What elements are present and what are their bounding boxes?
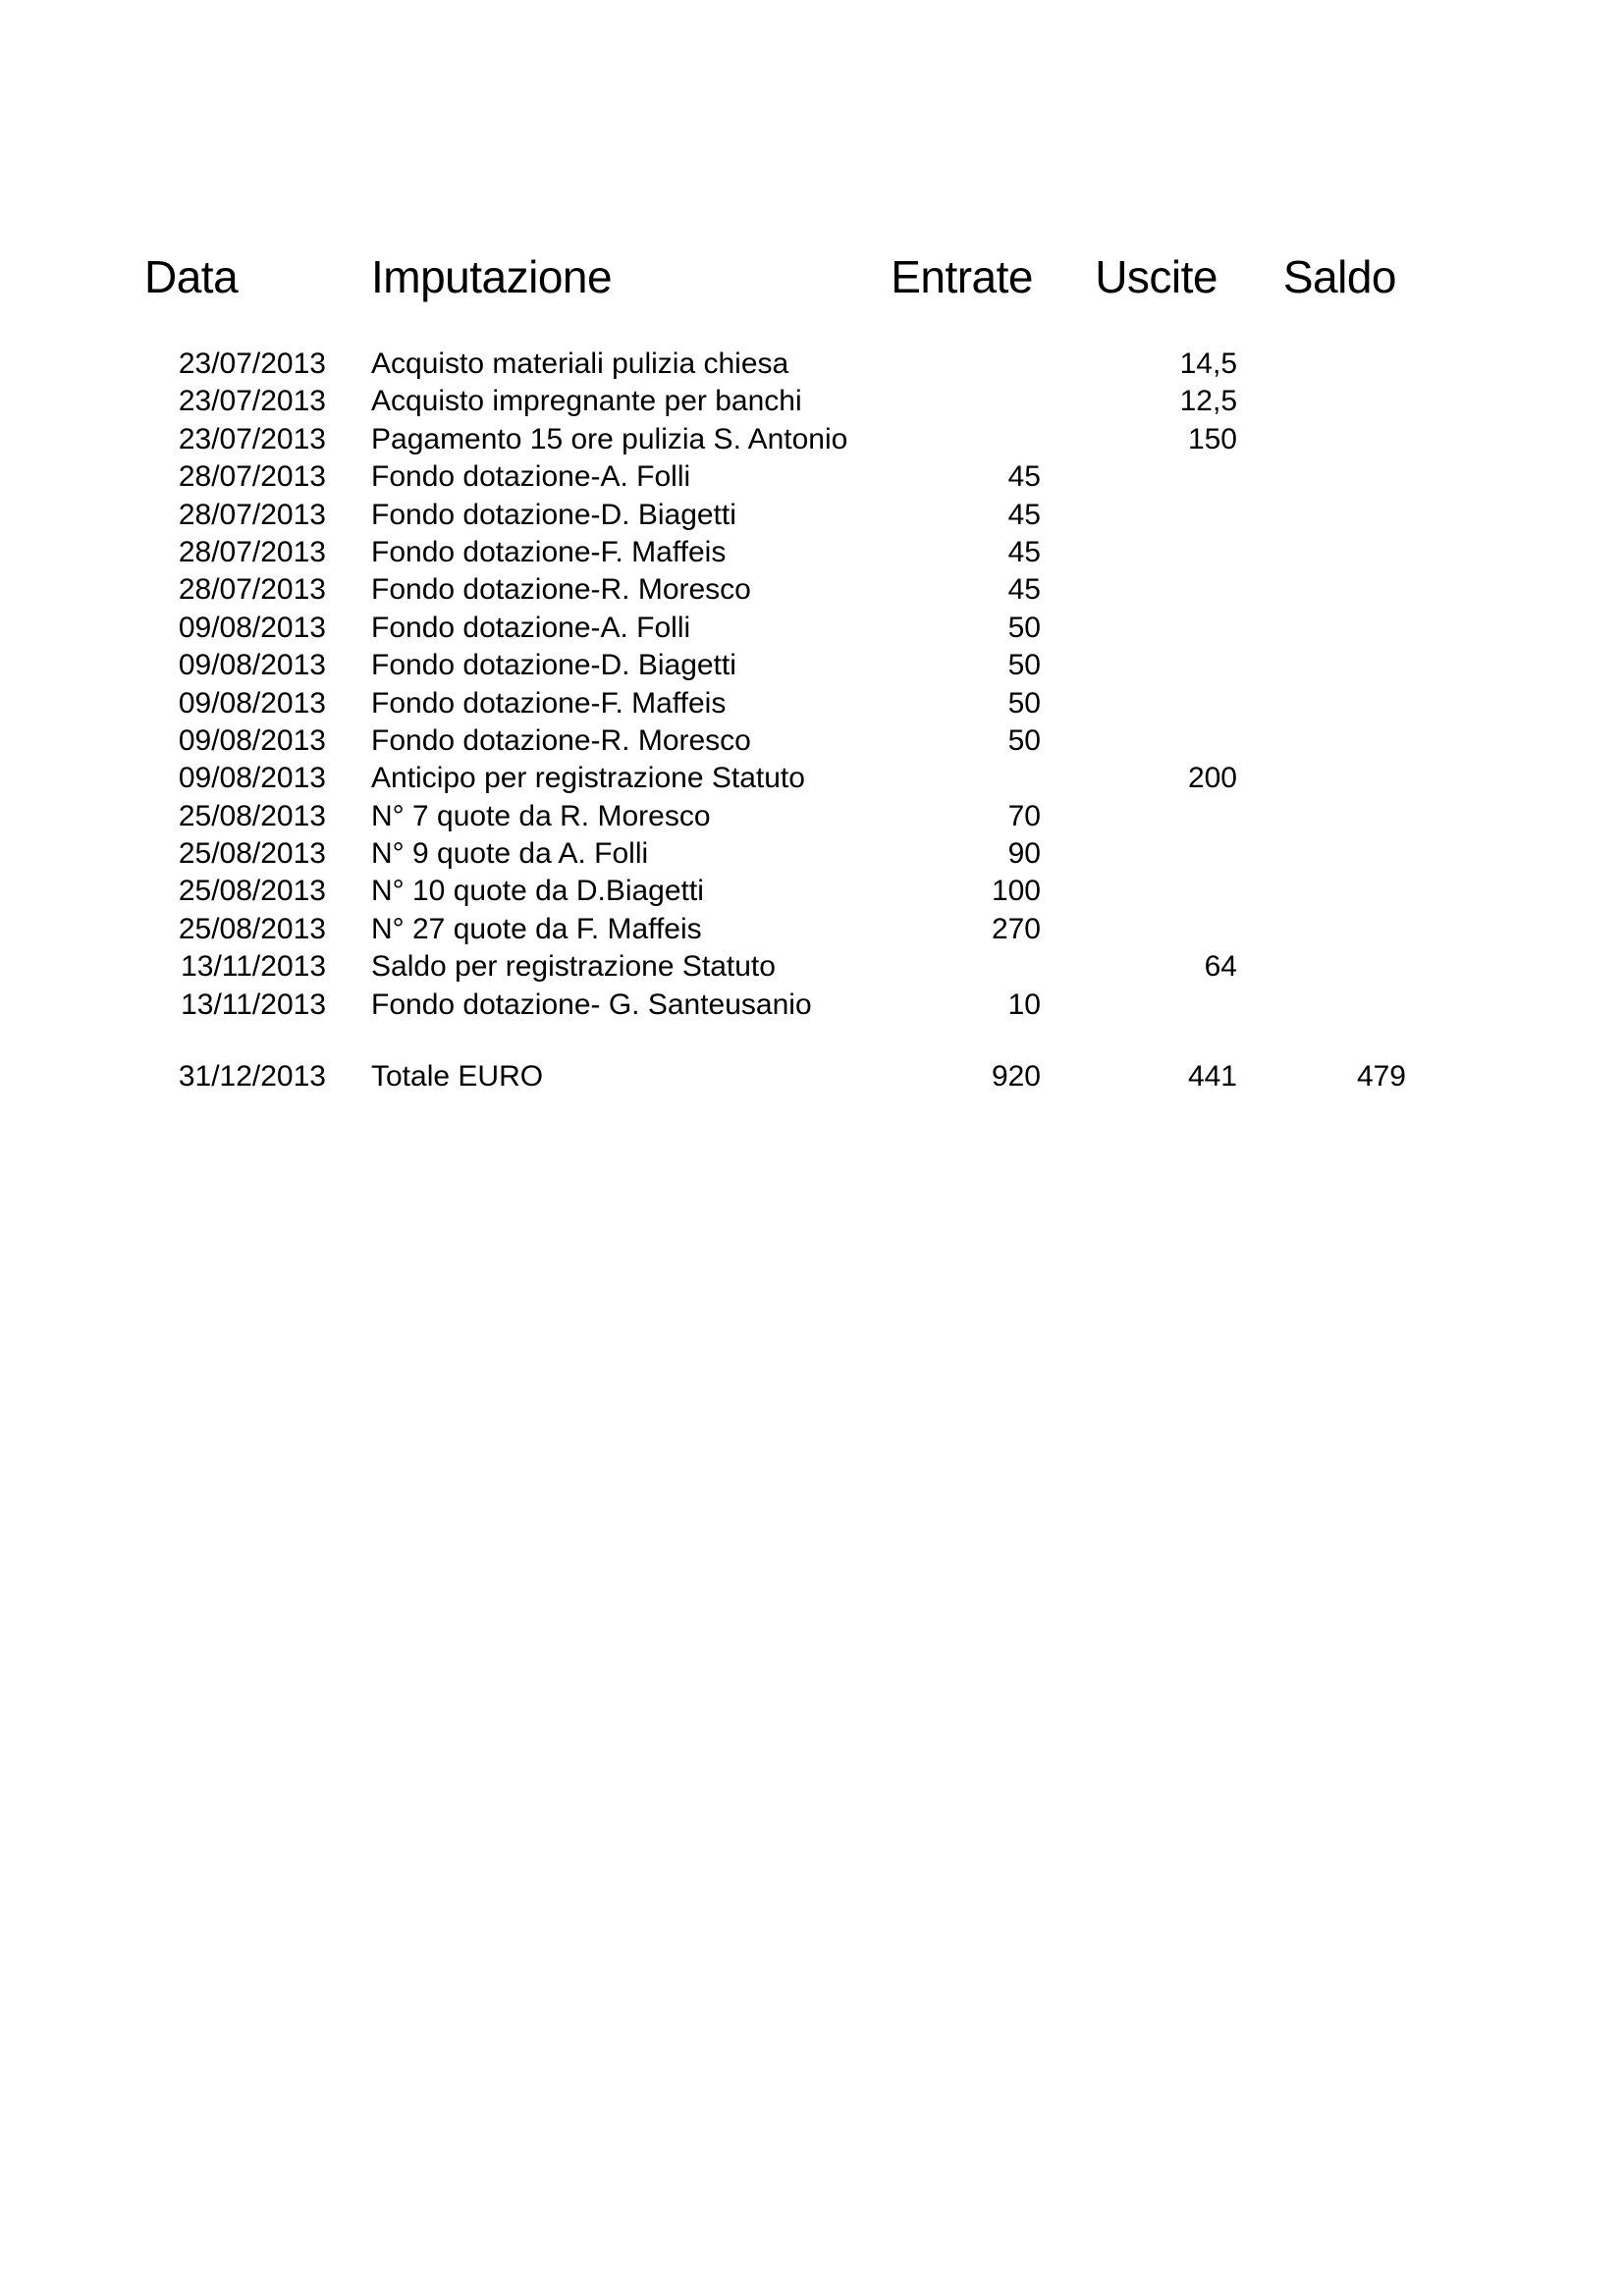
cell-imputazione: Fondo dotazione-F. Maffeis (371, 686, 727, 720)
cell-entrate: 100 (991, 875, 1041, 908)
cell-entrate: 45 (1007, 498, 1041, 531)
cell-uscite (1041, 722, 1237, 760)
cell-date: 23/07/2013 (178, 422, 326, 455)
cell-saldo (1237, 647, 1406, 684)
cell-date: 09/08/2013 (178, 611, 326, 644)
column-header-saldo: Saldo (1282, 251, 1396, 302)
cell-entrate: 10 (1007, 988, 1041, 1021)
cell-imputazione: Pagamento 15 ore pulizia S. Antonio (371, 422, 848, 455)
cell-imputazione: N° 7 quote da R. Moresco (371, 799, 711, 832)
table-row (144, 383, 1406, 420)
cell-entrate (889, 346, 1041, 383)
column-header-data: Data (144, 251, 239, 302)
table-row (144, 798, 1406, 835)
cell-uscite: 64 (1204, 950, 1237, 984)
cell-entrate: 50 (1007, 723, 1041, 757)
cell-imputazione: Fondo dotazione- G. Santeusanio (371, 988, 812, 1021)
table-row (144, 647, 1406, 684)
cell-entrate: 90 (1007, 837, 1041, 871)
cell-imputazione: Acquisto impregnante per banchi (371, 385, 802, 418)
ledger-table (144, 247, 1406, 1095)
cell-imputazione: Saldo per registrazione Statuto (371, 950, 776, 984)
table-row (144, 685, 1406, 722)
table-row (144, 421, 1406, 458)
cell-saldo (1237, 383, 1406, 420)
cell-saldo (1237, 534, 1406, 571)
cell-saldo (1237, 685, 1406, 722)
cell-entrate: 45 (1007, 573, 1041, 607)
table-row (144, 987, 1406, 1024)
cell-entrate (889, 383, 1041, 420)
table-row (144, 873, 1406, 910)
cell-date: 09/08/2013 (178, 649, 326, 682)
cell-uscite (1041, 835, 1237, 873)
cell-uscite (1041, 798, 1237, 835)
cell-uscite (1041, 987, 1237, 1024)
table-row (144, 534, 1406, 571)
cell-date: 23/07/2013 (178, 347, 326, 380)
cell-imputazione: Fondo dotazione-D. Biagetti (371, 498, 736, 531)
table-body (144, 346, 1406, 1024)
cell-saldo (1237, 798, 1406, 835)
cell-uscite (1041, 458, 1237, 496)
cell-entrate: 50 (1007, 611, 1041, 644)
cell-uscite (1041, 610, 1237, 647)
table-row (144, 911, 1406, 948)
cell-uscite (1041, 571, 1237, 609)
column-header-imputazione: Imputazione (371, 251, 613, 302)
cell-date: 09/08/2013 (178, 762, 326, 795)
total-cell-imputazione: Totale EURO (371, 1060, 544, 1094)
table-row (144, 610, 1406, 647)
cell-date: 13/11/2013 (181, 988, 326, 1021)
cell-saldo (1237, 873, 1406, 910)
total-cell-saldo: 479 (1356, 1060, 1406, 1094)
cell-entrate: 50 (1007, 686, 1041, 720)
cell-imputazione: Fondo dotazione-A. Folli (371, 460, 691, 494)
cell-date: 25/08/2013 (178, 912, 326, 945)
table-row (144, 835, 1406, 873)
column-header-entrate: Entrate (891, 251, 1033, 302)
cell-date: 09/08/2013 (178, 686, 326, 720)
table-row (144, 760, 1406, 797)
cell-uscite (1041, 873, 1237, 910)
table-row (144, 722, 1406, 760)
cell-imputazione: Fondo dotazione-F. Maffeis (371, 535, 727, 568)
table-row (144, 497, 1406, 534)
total-cell-date: 31/12/2013 (178, 1060, 326, 1094)
cell-date: 09/08/2013 (178, 723, 326, 757)
cell-imputazione: Fondo dotazione-D. Biagetti (371, 649, 736, 682)
cell-uscite: 12,5 (1179, 385, 1237, 418)
column-header-uscite: Uscite (1095, 251, 1218, 302)
cell-date: 25/08/2013 (178, 799, 326, 832)
cell-uscite: 150 (1187, 422, 1237, 455)
cell-date: 23/07/2013 (178, 385, 326, 418)
cell-saldo (1237, 722, 1406, 760)
cell-saldo (1237, 571, 1406, 609)
cell-uscite (1041, 685, 1237, 722)
header-body-gap (144, 306, 1406, 346)
cell-entrate (889, 948, 1041, 986)
cell-date: 28/07/2013 (178, 498, 326, 531)
cell-saldo (1237, 497, 1406, 534)
table-row (144, 346, 1406, 383)
cell-uscite (1041, 647, 1237, 684)
cell-entrate (889, 421, 1041, 458)
cell-imputazione: N° 10 quote da D.Biagetti (371, 875, 704, 908)
cell-saldo (1237, 911, 1406, 948)
total-cell-uscite: 441 (1187, 1060, 1237, 1094)
cell-entrate: 270 (991, 912, 1041, 945)
cell-date: 28/07/2013 (178, 460, 326, 494)
cell-saldo (1237, 610, 1406, 647)
cell-saldo (1237, 421, 1406, 458)
cell-imputazione: N° 27 quote da F. Maffeis (371, 912, 702, 945)
body-total-gap (144, 1024, 1406, 1058)
total-cell-entrate: 920 (991, 1060, 1041, 1094)
cell-entrate (889, 760, 1041, 797)
cell-imputazione: Fondo dotazione-A. Folli (371, 611, 691, 644)
cell-imputazione: Fondo dotazione-R. Moresco (371, 573, 751, 607)
table-header-row (144, 247, 1406, 306)
cell-date: 28/07/2013 (178, 573, 326, 607)
cell-uscite (1041, 497, 1237, 534)
cell-saldo (1237, 835, 1406, 873)
cell-entrate: 45 (1007, 535, 1041, 568)
table-row (144, 458, 1406, 496)
cell-entrate: 50 (1007, 649, 1041, 682)
cell-imputazione: Anticipo per registrazione Statuto (371, 762, 805, 795)
cell-imputazione: N° 9 quote da A. Folli (371, 837, 649, 871)
cell-uscite (1041, 911, 1237, 948)
cell-saldo (1237, 458, 1406, 496)
cell-uscite: 200 (1187, 762, 1237, 795)
table-row (144, 948, 1406, 986)
cell-uscite: 14,5 (1179, 347, 1237, 380)
cell-saldo (1237, 948, 1406, 986)
cell-date: 25/08/2013 (178, 837, 326, 871)
cell-uscite (1041, 534, 1237, 571)
table-row (144, 571, 1406, 609)
cell-date: 28/07/2013 (178, 535, 326, 568)
cell-imputazione: Fondo dotazione-R. Moresco (371, 723, 751, 757)
cell-saldo (1237, 346, 1406, 383)
table-total-row (144, 1058, 1406, 1095)
cell-saldo (1237, 760, 1406, 797)
cell-date: 25/08/2013 (178, 875, 326, 908)
cell-entrate: 45 (1007, 460, 1041, 494)
cell-imputazione: Acquisto materiali pulizia chiesa (371, 347, 789, 380)
cell-date: 13/11/2013 (181, 950, 326, 984)
cell-entrate: 70 (1007, 799, 1041, 832)
cell-saldo (1237, 987, 1406, 1024)
